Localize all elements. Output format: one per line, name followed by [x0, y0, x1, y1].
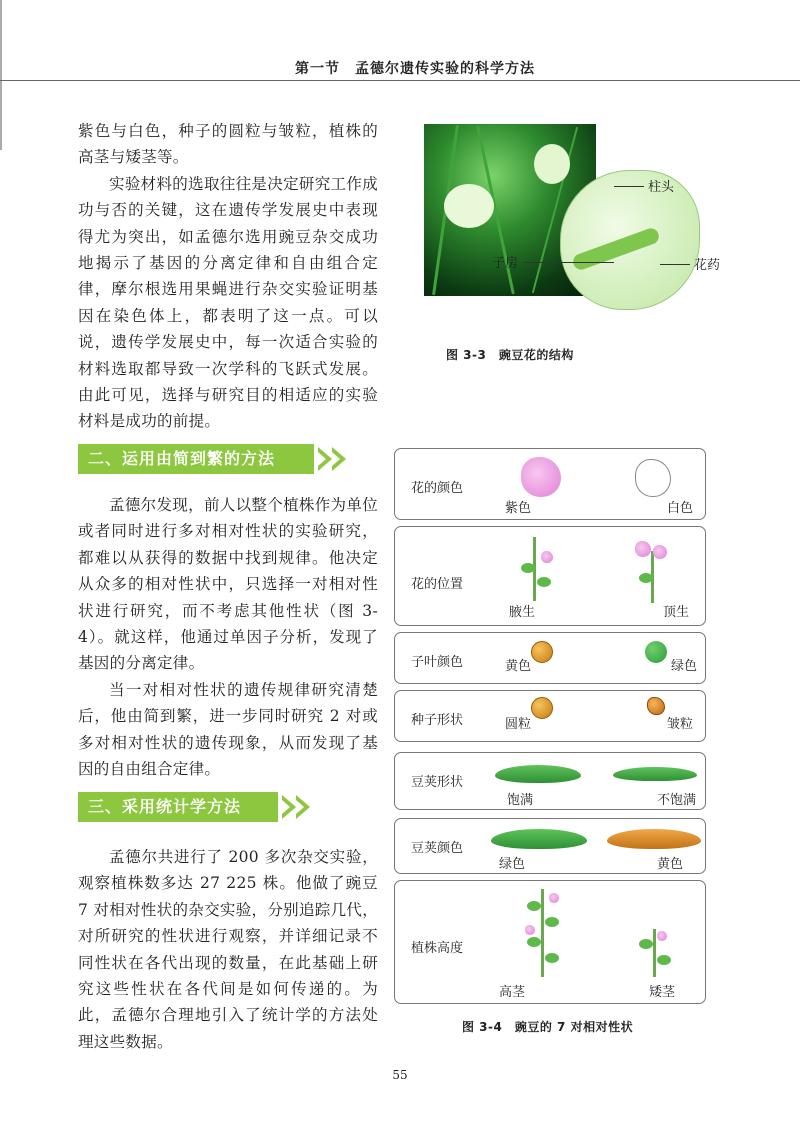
paragraph: 实验材料的选取往往是决定研究工作成功与否的关键，这在遗传学发展史中表现得尤为突出，如孟德尔选用豌豆杂交成功地揭示了基因的分离定律和自由组合定律，摩尔根选用果蝇进行杂交实验证明基因在染色体上，都表明了这一点。可以说，遗传学发展史中，每一次适合实验的材料选取都导致一次学科的飞跃式发展。由此可见，选择与研究目的相适应的实验材料是成功的前提。: [78, 174, 378, 431]
chevron-icon: [296, 795, 310, 819]
trait-value-b: 白色: [667, 501, 694, 516]
figure-caption: 图 3-3 豌豆花的结构: [446, 348, 574, 362]
round-seed-icon: [531, 697, 553, 719]
label-anther: 花药: [694, 258, 721, 273]
tall-plant-icon: [541, 889, 544, 977]
top-text: [78, 118, 378, 435]
terminal-flower-icon: [635, 541, 651, 557]
trait-name: 植株高度: [411, 941, 464, 956]
full-pod-icon: [495, 765, 581, 783]
trait-value-b: 矮茎: [649, 985, 676, 1000]
constricted-pod-icon: [613, 767, 697, 781]
trait-box-seed-shape: [394, 690, 706, 742]
chevron-icon: [318, 447, 332, 471]
chevron-icon: [282, 795, 296, 819]
trait-value-a: 绿色: [499, 857, 526, 872]
chevron-icon: [332, 447, 346, 471]
label-ovary: 子房: [492, 256, 519, 271]
trait-value-a: 腋生: [509, 605, 536, 620]
trait-value-b: 绿色: [671, 659, 698, 674]
trait-value-a: 饱满: [507, 793, 534, 808]
trait-value-a: 高茎: [499, 985, 526, 1000]
trait-name: 子叶颜色: [411, 655, 464, 670]
trait-box-pod-color: [394, 818, 706, 874]
section-title: 三、采用统计学方法: [78, 792, 278, 822]
flower-cross-section: [560, 170, 700, 310]
purple-flower-icon: [521, 457, 561, 497]
trait-name: 花的颜色: [411, 481, 464, 496]
paragraph: 孟德尔发现，前人以整个植株作为单位或者同时进行多对相对性状的实验研究，都难以从获得的数据中找到规律。他决定从众多的相对性状中，只选择一对相对性状进行研究，而不考虑其他性状（图 3-4）。就这样，他通过单因子分析，发现了基因的分离定律。: [78, 496, 378, 673]
trait-value-b: 顶生: [663, 605, 690, 620]
section2-text: [78, 492, 378, 782]
trait-name: 豆荚颜色: [411, 841, 464, 856]
flower-shape: [534, 144, 570, 184]
flower-shape: [444, 184, 494, 228]
section-title: 二、运用由简到繁的方法: [78, 444, 314, 474]
paragraph: 紫色与白色，种子的圆粒与皱粒，植株的高茎与矮茎等。: [78, 122, 378, 167]
trait-name: 花的位置: [411, 577, 464, 592]
trait-box-plant-height: [394, 880, 706, 1004]
section3-text: [78, 844, 378, 1055]
white-flower-icon: [635, 459, 671, 497]
yellow-pod-icon: [607, 829, 701, 849]
paragraph: 当一对相对性状的遗传规律研究清楚后，他由简到繁，进一步同时研究 2 对或多对相对性状的遗传现象，从而发现了基因的自由组合定律。: [78, 680, 378, 779]
trait-name: 种子形状: [411, 713, 464, 728]
trait-box-flower-position: [394, 526, 706, 626]
trait-box-cotyledon-color: [394, 632, 706, 684]
green-pod-icon: [491, 829, 587, 849]
short-plant-icon: [653, 929, 656, 977]
trait-box-pod-shape: [394, 752, 706, 810]
wrinkled-seed-icon: [647, 697, 665, 715]
header-rule: [0, 80, 800, 81]
ovary-shape: [571, 226, 661, 272]
figure-caption: 图 3-4 豌豆的 7 对相对性状: [462, 1020, 634, 1034]
trait-value-b: 不饱满: [657, 793, 697, 808]
axial-flower-icon: [541, 551, 553, 563]
running-header: [0, 56, 800, 84]
trait-box-flower-color: [394, 448, 706, 520]
trait-value-a: 黄色: [505, 659, 532, 674]
yellow-seed-icon: [531, 641, 553, 663]
green-seed-icon: [645, 641, 667, 663]
label-stigma: 柱头: [648, 180, 675, 195]
header-title: 第一节 孟德尔遗传实验的科学方法: [295, 61, 535, 77]
trait-value-a: 圆粒: [505, 717, 532, 732]
trait-value-b: 皱粒: [667, 717, 694, 732]
trait-value-b: 黄色: [657, 857, 684, 872]
trait-name: 豆荚形状: [411, 775, 464, 790]
paragraph: 孟德尔共进行了 200 多次杂交实验，观察植株数多达 27 225 株。他做了豌豆 7 对相对性状的杂交实验，分别追踪几代，对所研究的性状进行观察，并详细记录不同性状在各代出现的数量，在此基础上研究这些性状在各代间是如何传递的。为此，孟德尔合理地引入了统计学的方法处理这些数据。: [78, 848, 378, 1051]
trait-value-a: 紫色: [505, 501, 532, 516]
page-number: 55: [392, 1068, 408, 1082]
